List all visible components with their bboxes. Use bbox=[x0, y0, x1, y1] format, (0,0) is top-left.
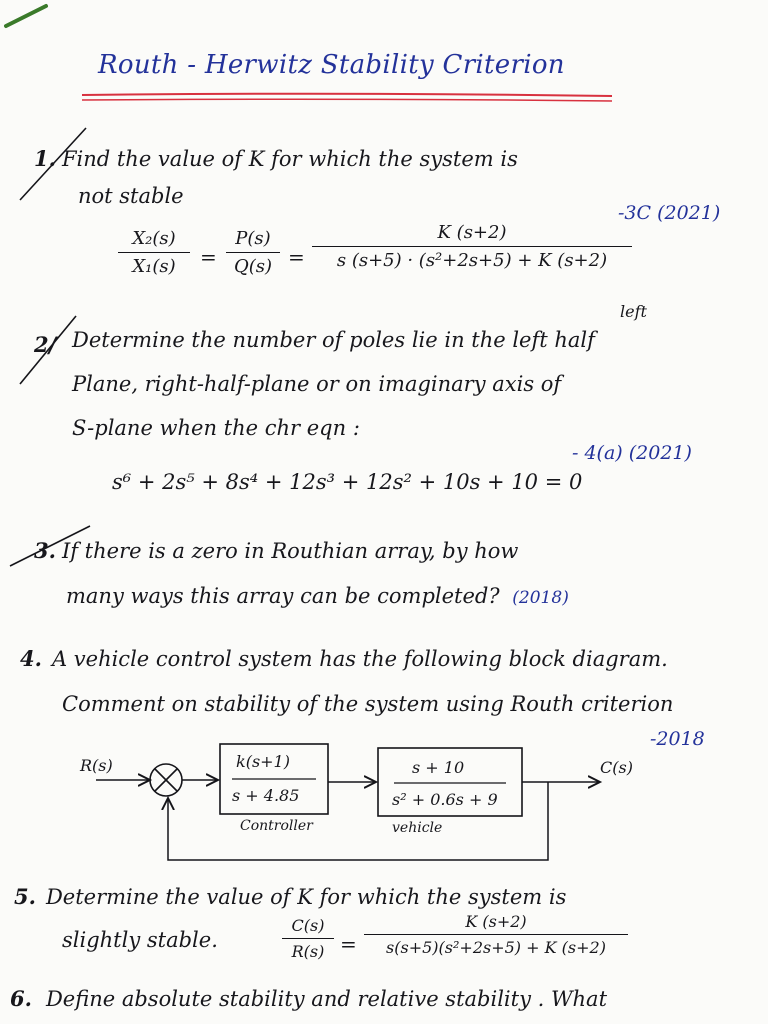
q4-tag: -2018 bbox=[650, 728, 705, 750]
q1-tag: -3C (2021) bbox=[618, 202, 721, 224]
controller-label: Controller bbox=[240, 818, 313, 834]
q1-line1: 1. Find the value of K for which the system is bbox=[34, 146, 518, 171]
q1-frac-rhs: K (s+2) s (s+5) · (s²+2s+5) + K (s+2) bbox=[312, 222, 632, 271]
q1-frac-lhs: X₂(s) X₁(s) bbox=[118, 228, 190, 277]
q2-equation: s⁶ + 2s⁵ + 8s⁴ + 12s³ + 12s² + 10s + 10 = 0 bbox=[112, 470, 583, 494]
vehicle-label: vehicle bbox=[392, 820, 443, 836]
q5-line2: slightly stable. bbox=[62, 928, 218, 952]
q4-number: 4. bbox=[20, 646, 42, 671]
page-title: Routh - Herwitz Stability Criterion bbox=[98, 50, 565, 80]
q1-equals-2: = bbox=[288, 245, 305, 269]
q2-insert: left bbox=[620, 302, 647, 321]
diagram-output-label: C(s) bbox=[600, 758, 633, 777]
q4-line2: Comment on stability of the system using Routh criterion bbox=[62, 692, 674, 716]
q5-equals: = bbox=[340, 932, 357, 956]
q6-line1: 6. Define absolute stability and relative stability . What bbox=[10, 986, 608, 1011]
q4-line1: 4. A vehicle control system has the following block diagram. bbox=[20, 646, 668, 671]
q2-tag: - 4(a) (2021) bbox=[572, 442, 692, 464]
q1-frac-mid: P(s) Q(s) bbox=[226, 228, 280, 277]
vehicle-denominator: s² + 0.6s + 9 bbox=[392, 790, 498, 809]
controller-denominator: s + 4.85 bbox=[232, 786, 300, 805]
q3-line1: 3. If there is a zero in Routhian array, by how bbox=[34, 538, 519, 563]
diagram-input-label: R(s) bbox=[80, 756, 113, 775]
q5-number: 5. bbox=[14, 884, 36, 909]
vehicle-numerator: s + 10 bbox=[412, 758, 465, 777]
q5-frac-lhs: C(s) R(s) bbox=[282, 916, 334, 961]
q3-line2: many ways this array can be completed? (2018) bbox=[66, 584, 569, 608]
q3-tag: (2018) bbox=[512, 588, 569, 608]
q1-equals-1: = bbox=[200, 245, 217, 269]
q1-line2: not stable bbox=[78, 184, 184, 208]
q2-line2: Plane, right-half-plane or on imaginary axis of bbox=[72, 372, 562, 396]
q3-number: 3. bbox=[34, 538, 56, 563]
q6-number: 6. bbox=[10, 986, 32, 1011]
q1-number: 1. bbox=[34, 146, 56, 171]
controller-numerator: k(s+1) bbox=[236, 752, 290, 771]
q2-line1: Determine the number of poles lie in the left half bbox=[72, 328, 595, 352]
summing-junction bbox=[150, 764, 182, 796]
q5-frac-rhs: K (s+2) s(s+5)(s²+2s+5) + K (s+2) bbox=[364, 912, 628, 957]
q2-number: 2/ bbox=[34, 332, 57, 357]
q5-line1: 5. Determine the value of K for which the system is bbox=[14, 884, 567, 909]
q2-line3: S-plane when the chr eqn : bbox=[72, 416, 360, 440]
